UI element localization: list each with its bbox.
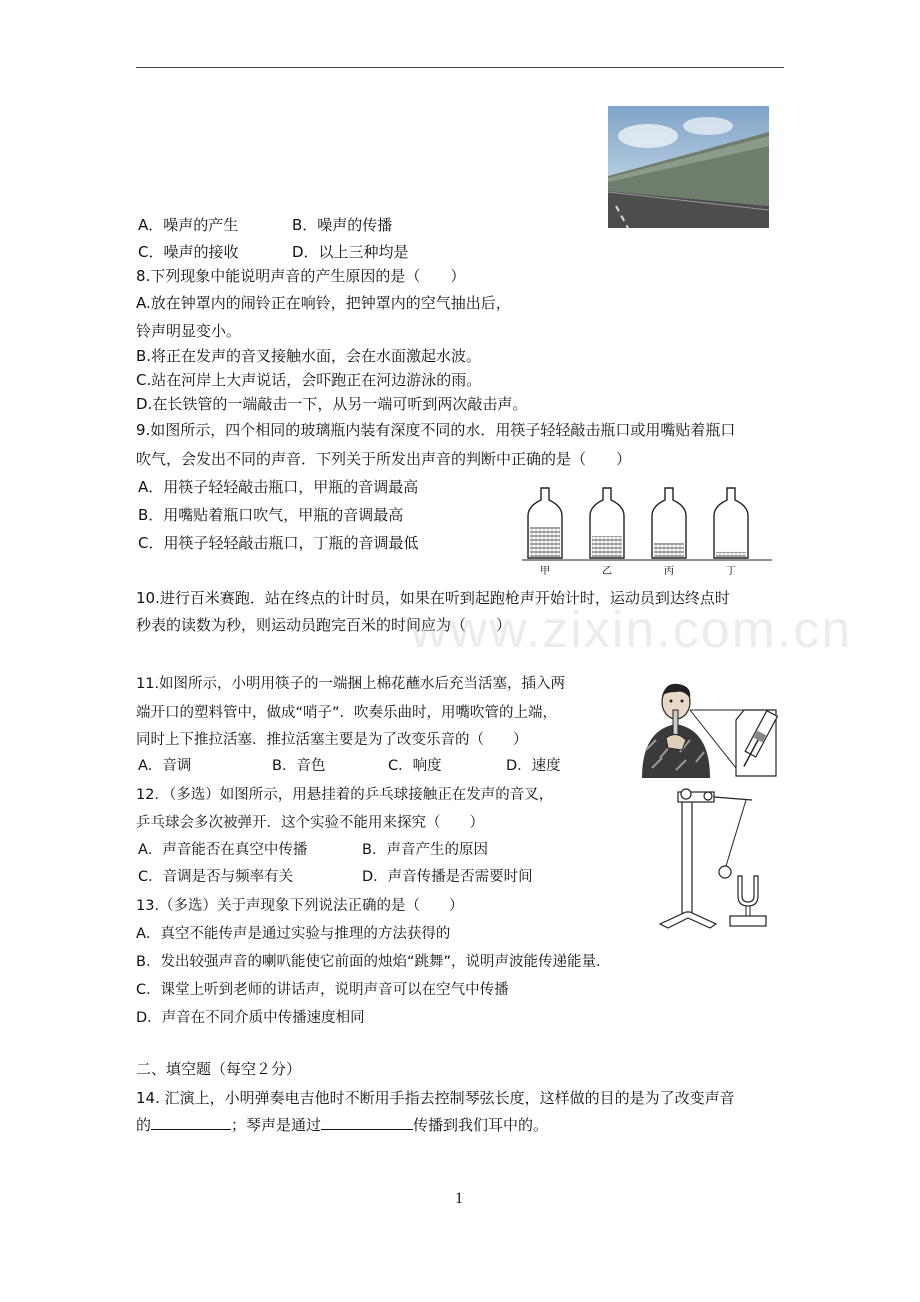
- bottle-water-4: [716, 552, 746, 557]
- tuning-fork-figure: [656, 784, 786, 932]
- q11-option-c: C．响度: [388, 758, 442, 774]
- q8-option-b: B.将正在发声的音叉接触水面，会在水面激起水波。: [136, 347, 482, 365]
- q7-option-a: A．噪声的产生: [138, 216, 239, 234]
- q13-option-c: C．课堂上听到老师的讲话声，说明声音可以在空气中传播: [136, 982, 509, 998]
- q9-stem-line1: 9.如图所示，四个相同的玻璃瓶内装有深度不同的水．用筷子轻轻敲击瓶口或用嘴贴着瓶口: [136, 421, 736, 439]
- q11-option-a: A．音调: [138, 758, 192, 774]
- q12-option-a: A．声音能否在真空中传播: [138, 842, 308, 858]
- q7-option-b: B．噪声的传播: [292, 216, 393, 234]
- q8-option-c: C.站在河岸上大声说话，会吓跑正在河边游泳的雨。: [136, 371, 482, 389]
- q12-stem-line1: 12．（多选）如图所示，用悬挂着的乒乓球接触正在发声的音叉，: [136, 787, 554, 803]
- q11-stem-line1: 11.如图所示，小明用筷子的一端捆上棉花蘸水后充当活塞，插入两: [136, 676, 566, 692]
- bottle-2: [590, 488, 624, 577]
- q14-blank-2[interactable]: [321, 1115, 413, 1130]
- q11-stem-line2: 端开口的塑料管中，做成“哨子”．吹奏乐曲时，用嘴吹管的上端，: [136, 705, 558, 721]
- q10-stem-line2: 秒表的读数为秒，则运动员跑完百米的时间应为（ ）: [136, 616, 512, 634]
- page-number: 1: [455, 1190, 463, 1207]
- q14-text-2: ；琴声是通过: [231, 1116, 322, 1134]
- four-bottles-figure: [522, 486, 772, 578]
- bottle-water-2: [592, 536, 622, 557]
- bottle-water-3: [654, 543, 684, 557]
- q9-option-c: C．用筷子轻轻敲击瓶口，丁瓶的音调最低: [138, 534, 419, 552]
- bottle-4: [714, 488, 748, 577]
- q14-stem-line1: 14. 汇演上，小明弹奏电吉他时不断用手指去控制琴弦长度，这样做的目的是为了改变声音: [136, 1089, 735, 1107]
- bottle-label-1: 甲: [540, 566, 550, 577]
- q7-option-d: D．以上三种均是: [292, 243, 409, 261]
- q13-option-d: D．声音在不同介质中传播速度相同: [136, 1010, 365, 1026]
- q8-stem: 8.下列现象中能说明声音的产生原因的是（ ）: [136, 267, 466, 285]
- header-rule: [136, 67, 784, 68]
- q11-option-b: B．音色: [272, 758, 326, 774]
- q12-option-d: D．声音传播是否需要时间: [362, 869, 533, 885]
- q14-text-3: 传播到我们耳中的。: [413, 1116, 549, 1134]
- q13-stem: 13.（多选）关于声现象下列说法正确的是（ ）: [136, 898, 464, 914]
- q13-option-b: B．发出较强声音的喇叭能使它前面的烛焰“跳舞”，说明声波能传递能量.: [136, 954, 601, 970]
- q9-option-b: B．用嘴贴着瓶口吹气，甲瓶的音调最高: [138, 506, 404, 524]
- boy-whistle-figure: [636, 680, 784, 778]
- q10-stem-line1: 10.进行百米赛跑．站在终点的计时员，如果在听到起跑枪声开始计时，运动员到达终点时: [136, 589, 730, 607]
- q14-blank-1[interactable]: [151, 1115, 231, 1130]
- q14-text-1: 的: [136, 1116, 152, 1134]
- q11-stem-line3: 同时上下推拉活塞．推拉活塞主要是为了改变乐音的（ ）: [136, 732, 528, 748]
- noise-barrier-photo: [608, 106, 769, 228]
- q8-option-a-line1: A.放在钟罩内的闹铃正在响铃，把钟罩内的空气抽出后，: [136, 294, 511, 312]
- q11-option-d: D．速度: [506, 758, 561, 774]
- bottle-label-2: 乙: [602, 566, 612, 577]
- bottle-label-3: 丙: [664, 566, 674, 577]
- q12-option-b: B．声音产生的原因: [362, 842, 488, 858]
- q9-option-a: A．用筷子轻轻敲击瓶口，甲瓶的音调最高: [138, 478, 419, 496]
- q9-stem-line2: 吹气，会发出不同的声音．下列关于所发出声音的判断中正确的是（ ）: [136, 450, 632, 468]
- q12-stem-line2: 乒乓球会多次被弹开．这个实验不能用来探究（ ）: [136, 815, 484, 831]
- watermark: www.zixin.com.cn: [410, 601, 853, 659]
- section-2-title: 二、填空题（每空２分）: [136, 1060, 302, 1078]
- q8-option-d: D.在长铁管的一端敲击一下，从另一端可听到两次敲击声。: [136, 395, 528, 413]
- bottle-3: [652, 488, 686, 577]
- bottle-water-1: [530, 527, 560, 557]
- q13-option-a: A．真空不能传声是通过实验与推理的方法获得的: [136, 926, 451, 942]
- bottle-label-4: 丁: [726, 566, 736, 577]
- q7-option-c: C．噪声的接收: [138, 243, 239, 261]
- q14-stem-line2: [136, 1115, 548, 1135]
- bottle-1: [528, 488, 562, 577]
- q8-option-a-line2: 铃声明显变小。: [136, 322, 242, 340]
- q12-option-c: C．音调是否与频率有关: [138, 869, 294, 885]
